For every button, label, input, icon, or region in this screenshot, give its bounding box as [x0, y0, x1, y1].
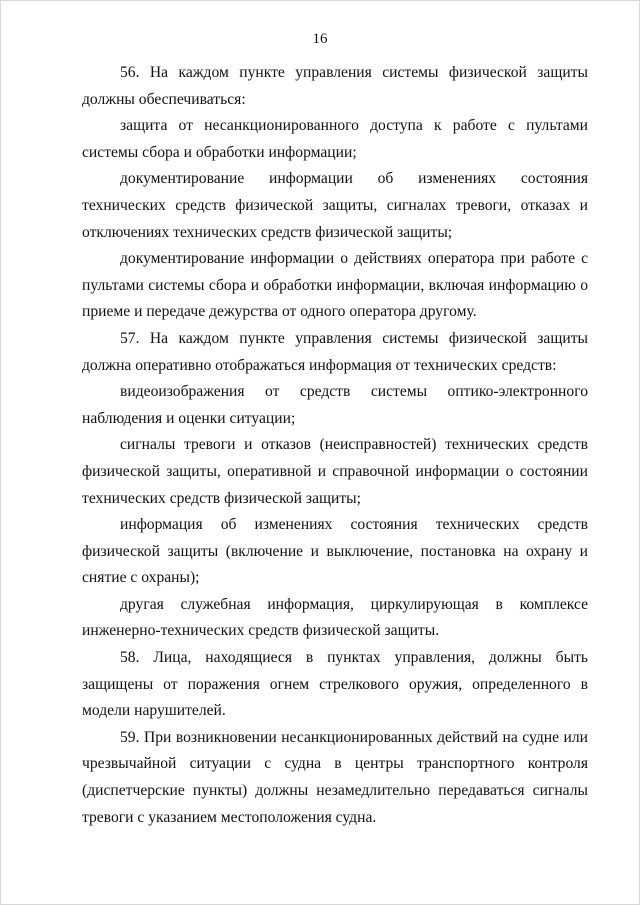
paragraph-57-item-1: видеоизображения от средств системы оптико-электронного наблюдения и оценки ситуации; [82, 383, 588, 427]
page-number: 16 [312, 31, 328, 47]
paragraph-56-item-2: документирование информации об изменениях состояния технических средств физической защиты, сигналах тревоги, отказах и отключениях технических средств физической защиты; [82, 170, 588, 241]
paragraph-56-item-1: защита от несанкционированного доступа к работе с пультами системы сбора и обработки информации; [82, 117, 588, 161]
paragraph-59: 59. При возникновении несанкционированных действий на судне или чрезвычайной ситуации с судна в центры транспортного контроля (диспетчерские пункты) должны незамедлительно передаваться сигналы тревоги с указанием местоположения судна. [82, 728, 588, 826]
paragraph-57-item-3: информация об изменениях состояния технических средств физической защиты (включение и выключение, постановка на охрану и снятие с охраны); [82, 516, 588, 587]
paragraph-58: 58. Лица, находящиеся в пунктах управления, должны быть защищены от поражения огнем стрелкового оружия, определенного в модели нарушителей. [82, 649, 588, 720]
paragraph-57: 57. На каждом пункте управления системы физической защиты должна оперативно отображаться информация от технических средств: [82, 329, 588, 374]
document-body [82, 60, 588, 831]
paragraph-56-item-3: документирование информации о действиях оператора при работе с пультами системы сбора и обработки информации, включая информацию о приеме и передаче дежурства от одного оператора другому. [82, 250, 588, 321]
paragraph-56: 56. На каждом пункте управления системы физической защиты должны обеспечиваться: [82, 64, 588, 108]
paragraph-57-item-4: другая служебная информация, циркулирующая в комплексе инженерно-технических средств физической защиты. [82, 595, 588, 640]
paragraph-57-item-2: сигналы тревоги и отказов (неисправностей) технических средств физической защиты, оперативной и справочной информации о состоянии технических средств физической защиты; [82, 436, 588, 507]
